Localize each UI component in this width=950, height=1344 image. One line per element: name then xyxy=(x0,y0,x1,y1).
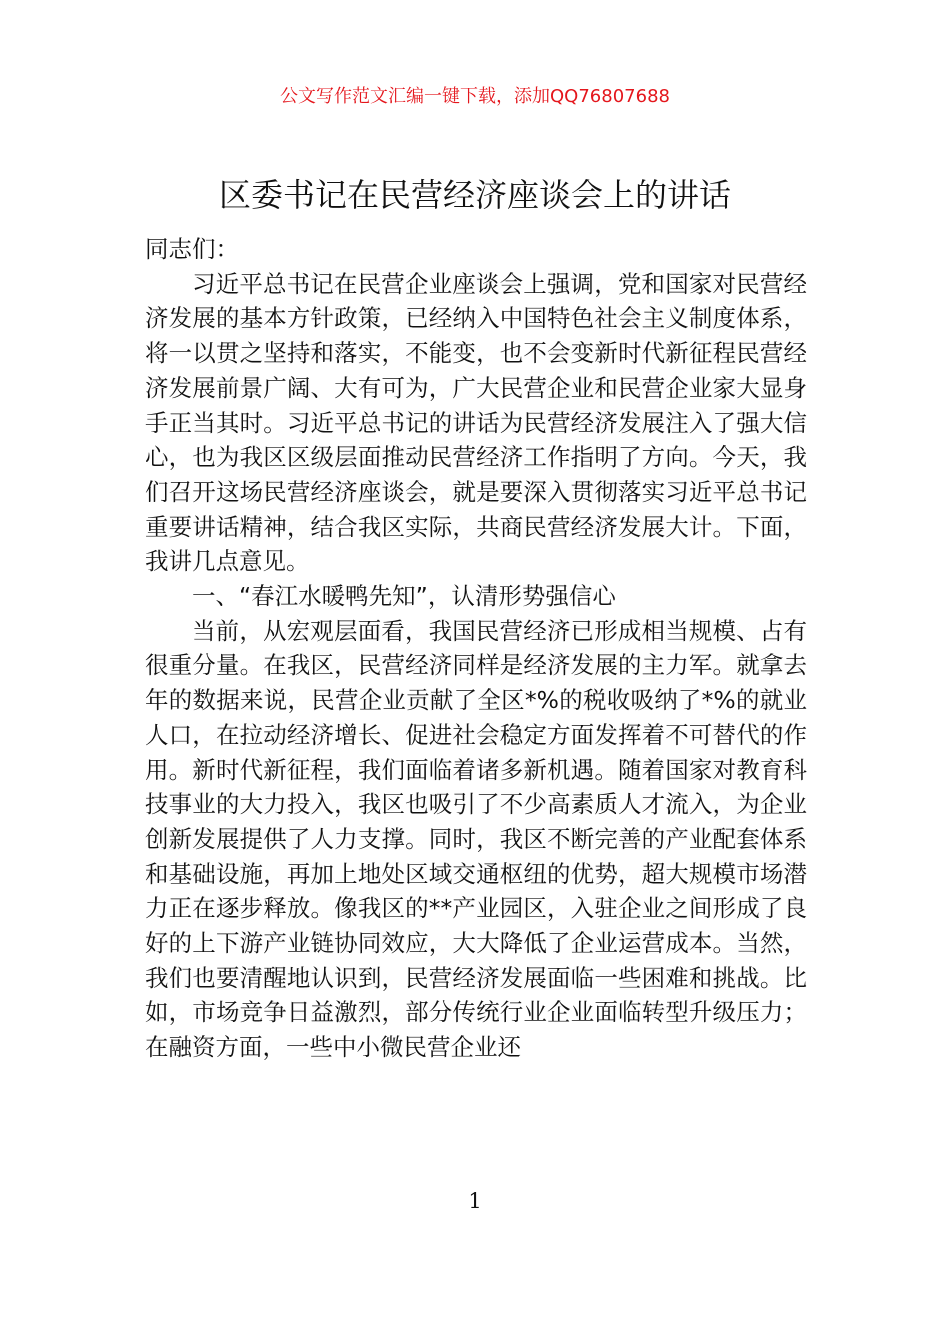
download-promo-text: 公文写作范文汇编一键下载，添加QQ76807688 xyxy=(280,86,670,107)
salutation: 同志们： xyxy=(145,235,239,263)
document-title: 区委书记在民营经济座谈会上的讲话 xyxy=(218,176,731,214)
section-heading-1: 一、“春江水暖鸭先知”，认清形势强信心 xyxy=(192,582,616,611)
paragraph-intro: 习近平总书记在民营企业座谈会上强调，党和国家对民营经济发展的基本方针政策，已经纳入中国特色社会主义制度体系，将一以贯之坚持和落实，不能变，也不会变新时代新征程民营经济发展前景广阔、大有可为，广大民营企业和民营企业家大显身手正当其时。习近平总书记的讲话为民营经济发展注入了强大信心，也为我区区级层面推动民营经济工作指明了方向。今天，我们召开这场民营经济座谈会，就是要深入贯彻落实习近平总书记重要讲话精神，结合我区实际，共商民营经济发展大计。下面，我讲几点意见。 xyxy=(145,269,807,576)
paragraph-section-1: 当前，从宏观层面看，我国民营经济已形成相当规模、占有很重分量。在我区，民营经济同样是经济发展的主力军。就拿去年的数据来说，民营企业贡献了全区*%的税收吸纳了*%的就业人口，在拉动经济增长、促进社会稳定方面发挥着不可替代的作用。新时代新征程，我们面临着诸多新机遇。随着国家对教育科技事业的大力投入，我区也吸引了不少高素质人才流入，为企业创新发展提供了人力支撑。同时，我区不断完善的产业配套体系和基础设施，再加上地处区域交通枢纽的优势，超大规模市场潜力正在逐步释放。像我区的**产业园区，入驻企业之间形成了良好的上下游产业链协同效应，大大降低了企业运营成本。当然，我们也要清醒地认识到，民营经济发展面临一些困难和挑战。比如，市场竞争日益激烈，部分传统行业企业面临转型升级压力；在融资方面，一些中小微民营企业还 xyxy=(145,616,807,1062)
document-body xyxy=(145,232,807,1065)
page-number: 1 xyxy=(468,1189,482,1213)
